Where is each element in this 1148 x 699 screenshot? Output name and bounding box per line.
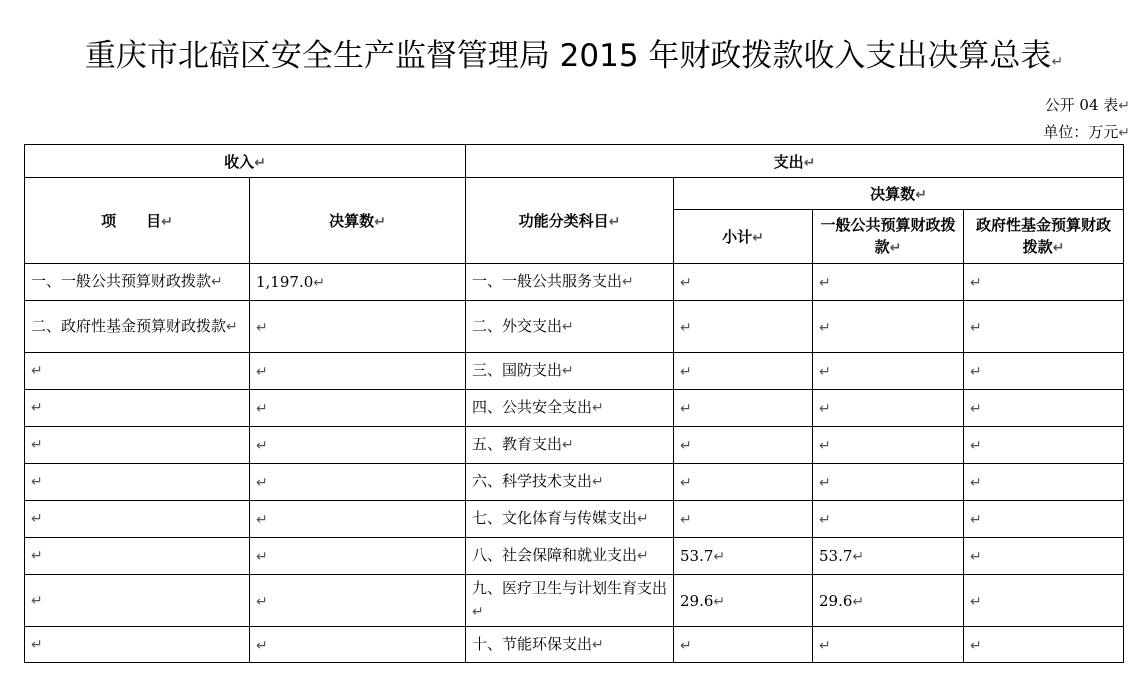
fund-budget-cell[interactable]: ↵ [964, 264, 1124, 301]
subtotal-cell[interactable]: 53.7↵ [674, 538, 813, 575]
income-amount-cell[interactable]: ↵ [250, 627, 466, 663]
expenditure-item-cell[interactable]: 十、节能环保支出↵ [466, 627, 674, 663]
expenditure-item-cell[interactable]: 一、一般公共服务支出↵ [466, 264, 674, 301]
expenditure-item-cell-text: 二、外交支出 [472, 316, 563, 335]
general-budget-cell[interactable]: ↵ [813, 464, 964, 501]
fund-budget-cell[interactable]: ↵ [964, 575, 1124, 627]
expenditure-item-cell-text: 十、节能环保支出 [472, 634, 593, 653]
fund-budget-cell[interactable]: ↵ [964, 464, 1124, 501]
subtotal-cell[interactable]: ↵ [674, 264, 813, 301]
document-title: 重庆市北碚区安全生产监督管理局 2015 年财政拨款收入支出决算总表↵ [84, 38, 1064, 74]
expenditure-item-cell-text: 一、一般公共服务支出 [472, 272, 623, 291]
expenditure-item-cell[interactable]: 八、社会保障和就业支出↵ [466, 538, 674, 575]
expenditure-item-cell-text: 九、医疗卫生与计划生育支出 [472, 579, 668, 598]
income-item-cell[interactable]: ↵ [25, 627, 250, 663]
subtotal-cell[interactable]: ↵ [674, 301, 813, 353]
table-row [25, 390, 1124, 427]
budget-table [24, 144, 1124, 663]
income-amount-cell[interactable]: ↵ [250, 501, 466, 538]
general-budget-cell[interactable]: ↵ [813, 427, 964, 464]
expenditure-header: 支出↵ [466, 145, 1124, 178]
subtotal-cell[interactable]: ↵ [674, 501, 813, 538]
table-row [25, 264, 1124, 301]
fund-budget-cell[interactable]: ↵ [964, 427, 1124, 464]
subtotal-cell[interactable]: ↵ [674, 464, 813, 501]
expenditure-item-cell[interactable]: 五、教育支出↵ [466, 427, 674, 464]
table-row [25, 301, 1124, 353]
income-item-cell[interactable]: ↵ [25, 538, 250, 575]
category-header: 功能分类科目↵ [466, 178, 674, 264]
fund-budget-cell[interactable]: ↵ [964, 353, 1124, 390]
income-amount-cell[interactable]: ↵ [250, 538, 466, 575]
income-amount-cell[interactable]: ↵ [250, 464, 466, 501]
income-item-cell[interactable]: ↵ [25, 427, 250, 464]
general-budget-header: 一般公共预算财政拨款↵ [813, 210, 964, 264]
income-amount-cell[interactable]: 1,197.0↵ [250, 264, 466, 301]
subtotal-cell-text: 53.7 [680, 547, 714, 565]
fund-budget-cell[interactable]: ↵ [964, 627, 1124, 663]
header-row-2 [25, 178, 1124, 210]
expenditure-item-cell[interactable]: 三、国防支出↵ [466, 353, 674, 390]
expenditure-item-cell[interactable]: 二、外交支出↵ [466, 301, 674, 353]
income-amount-cell[interactable]: ↵ [250, 301, 466, 353]
subtotal-header: 小计↵ [674, 210, 813, 264]
general-budget-cell[interactable]: 53.7↵ [813, 538, 964, 575]
income-amount-cell[interactable]: ↵ [250, 390, 466, 427]
expenditure-item-cell[interactable]: 六、科学技术支出↵ [466, 464, 674, 501]
general-budget-cell[interactable]: ↵ [813, 390, 964, 427]
expenditure-item-cell-text: 八、社会保障和就业支出 [472, 546, 638, 565]
income-item-cell-text: 二、政府性基金预算财政拨款 [31, 316, 227, 335]
expenditure-item-cell-text: 四、公共安全支出 [472, 398, 593, 417]
general-budget-cell-text: 29.6 [819, 591, 853, 610]
table-number: 公开 04 表↵ [1044, 96, 1130, 114]
income-amount-cell[interactable]: ↵ [250, 427, 466, 464]
expenditure-item-cell[interactable]: 七、文化体育与传媒支出↵ [466, 501, 674, 538]
expenditure-item-cell[interactable]: 九、医疗卫生与计划生育支出↵ [466, 575, 674, 627]
expenditure-item-cell-text: 五、教育支出 [472, 435, 563, 454]
final-amount-header: 决算数↵ [250, 178, 466, 264]
unit-label: 单位：万元↵ [1043, 123, 1130, 141]
income-amount-cell-text: 1,197.0 [256, 273, 314, 291]
fund-budget-cell[interactable]: ↵ [964, 301, 1124, 353]
fund-budget-cell[interactable]: ↵ [964, 390, 1124, 427]
expenditure-item-cell-text: 三、国防支出 [472, 361, 563, 380]
income-item-cell-text: 一、一般公共预算财政拨款 [31, 272, 212, 291]
income-item-cell[interactable]: ↵ [25, 353, 250, 390]
subtotal-cell[interactable]: ↵ [674, 427, 813, 464]
header-row-1 [25, 145, 1124, 178]
expenditure-item-cell[interactable]: 四、公共安全支出↵ [466, 390, 674, 427]
fund-budget-header: 政府性基金预算财政拨款↵ [964, 210, 1124, 264]
expenditure-item-cell-text: 七、文化体育与传媒支出 [472, 509, 638, 528]
table-row [25, 353, 1124, 390]
income-item-cell[interactable]: 二、政府性基金预算财政拨款↵ [25, 301, 250, 353]
final-amount-group-header: 决算数↵ [674, 178, 1124, 210]
item-header: 项 目↵ [25, 178, 250, 264]
income-amount-cell[interactable]: ↵ [250, 575, 466, 627]
general-budget-cell[interactable]: ↵ [813, 264, 964, 301]
fund-budget-cell[interactable]: ↵ [964, 538, 1124, 575]
general-budget-cell[interactable]: 29.6↵ [813, 575, 964, 627]
general-budget-cell[interactable]: ↵ [813, 627, 964, 663]
table-row [25, 501, 1124, 538]
general-budget-cell[interactable]: ↵ [813, 353, 964, 390]
table-row [25, 427, 1124, 464]
subtotal-cell-text: 29.6 [680, 591, 714, 610]
income-amount-cell[interactable]: ↵ [250, 353, 466, 390]
fund-budget-cell[interactable]: ↵ [964, 501, 1124, 538]
general-budget-cell[interactable]: ↵ [813, 301, 964, 353]
general-budget-cell-text: 53.7 [819, 547, 853, 565]
table-row [25, 464, 1124, 501]
general-budget-cell[interactable]: ↵ [813, 501, 964, 538]
expenditure-item-cell-text: 六、科学技术支出 [472, 472, 593, 491]
subtotal-cell[interactable]: ↵ [674, 353, 813, 390]
subtotal-cell[interactable]: ↵ [674, 390, 813, 427]
subtotal-cell[interactable]: ↵ [674, 627, 813, 663]
income-item-cell[interactable]: 一、一般公共预算财政拨款↵ [25, 264, 250, 301]
income-item-cell[interactable]: ↵ [25, 575, 250, 627]
income-item-cell[interactable]: ↵ [25, 390, 250, 427]
table-row [25, 575, 1124, 627]
table-row [25, 627, 1124, 663]
subtotal-cell[interactable]: 29.6↵ [674, 575, 813, 627]
income-item-cell[interactable]: ↵ [25, 501, 250, 538]
income-item-cell[interactable]: ↵ [25, 464, 250, 501]
table-row [25, 538, 1124, 575]
income-header: 收入↵ [25, 145, 466, 178]
